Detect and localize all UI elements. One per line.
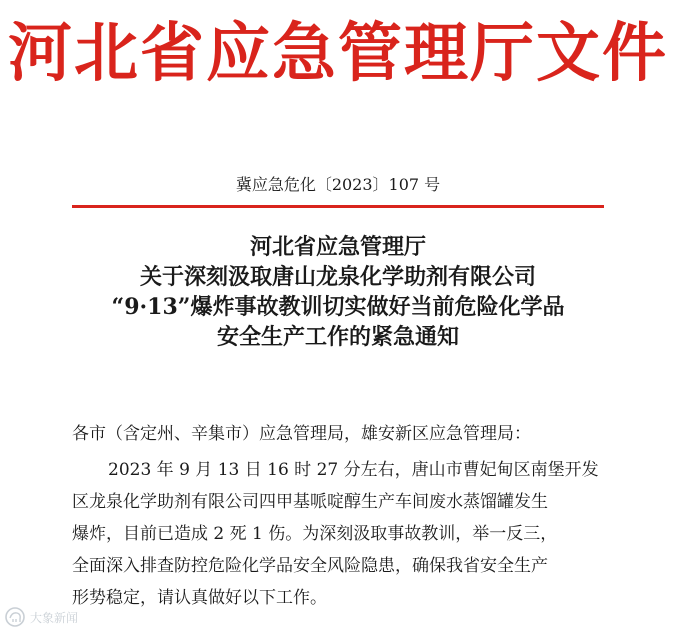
recipient-line: 各市（含定州、辛集市）应急管理局，雄安新区应急管理局：	[72, 424, 531, 444]
watermark	[4, 606, 78, 628]
notice-title-line: 河北省应急管理厅	[249, 234, 426, 260]
elephant-logo-icon	[4, 606, 26, 628]
red-divider-rule	[72, 205, 604, 208]
body-line: 2023 年 9 月 13 日 16 时 27 分左右，唐山市曹妃甸区南堡开发	[108, 460, 599, 480]
body-line: 全面深入排查防控危险化学品安全风险隐患，确保我省安全生产	[72, 556, 548, 576]
body-paragraph	[72, 454, 612, 614]
body-line: 区龙泉化学助剂有限公司四甲基哌啶醇生产车间废水蒸馏罐发生	[72, 492, 548, 512]
notice-title-line: 关于深刻汲取唐山龙泉化学助剂有限公司	[139, 264, 536, 290]
notice-title-line: “9·13”爆炸事故教训切实做好当前危险化学品	[111, 294, 565, 320]
notice-title	[0, 232, 676, 352]
body-line: 爆炸，目前已造成 2 死 1 伤。为深刻汲取事故教训，举一反三，	[72, 524, 558, 544]
document-number: 冀应急危化〔2023〕107 号	[235, 175, 441, 194]
document-header-title: 河北省应急管理厅文件	[8, 16, 668, 91]
watermark-text: 大象新闻	[30, 610, 79, 625]
notice-title-line: 安全生产工作的紧急通知	[216, 324, 459, 350]
body-line: 形势稳定，请认真做好以下工作。	[72, 588, 327, 608]
